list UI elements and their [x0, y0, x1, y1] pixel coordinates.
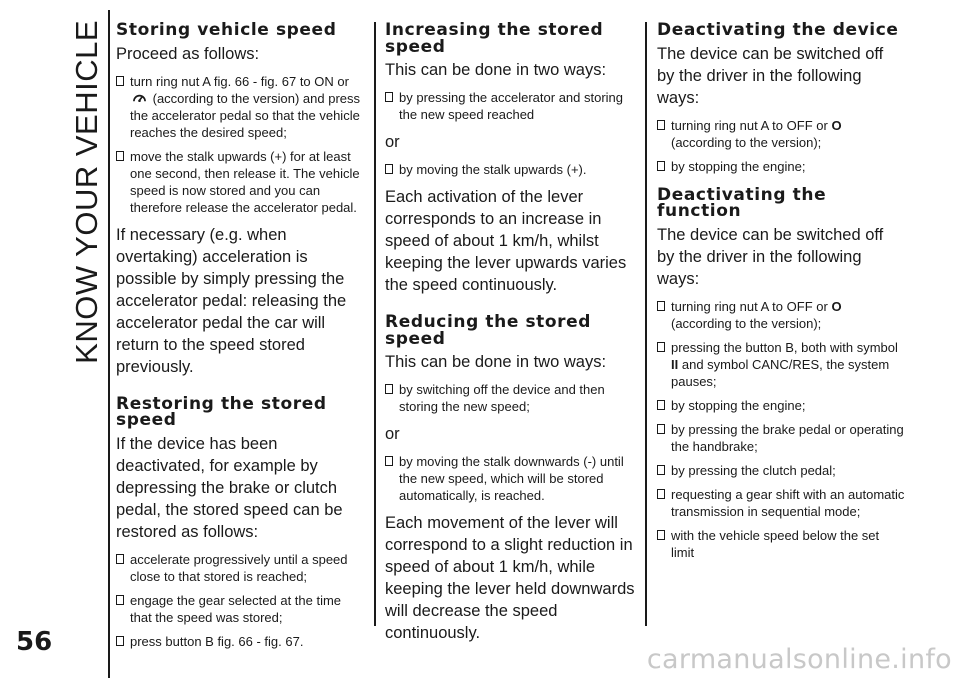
- heading-deactivating-function: Deactivating the function: [657, 184, 827, 221]
- checkbox-bullet-icon: [116, 636, 124, 646]
- column-2: [385, 22, 635, 652]
- list-item: press button B fig. 66 - fig. 67.: [116, 633, 366, 650]
- bullet-list: [657, 117, 905, 175]
- checkbox-bullet-icon: [116, 76, 124, 86]
- paragraph: This can be done in two ways:: [385, 61, 607, 79]
- list-item: by pressing the accelerator and storing the new speed reached: [385, 89, 635, 123]
- checkbox-bullet-icon: [657, 120, 665, 130]
- heading-restoring-stored-speed: Restoring the stored speed: [116, 393, 327, 430]
- list-item: accelerate progressively until a speed close to that stored is reached;: [116, 551, 366, 585]
- list-item: turn ring nut A fig. 66 - fig. 67 to ON or (according to the version) and press the accelerator pedal so that the vehicle reaches the desired speed;: [116, 73, 366, 141]
- paragraph: Each movement of the lever will correspond to a slight reduction in speed of about 1 km/h, while keeping the lever held downwards will decrease the speed continuously.: [385, 514, 635, 642]
- column-1: [116, 22, 366, 658]
- heading-increasing-stored-speed: Increasing the stored speed: [385, 20, 604, 57]
- heading-reducing-stored-speed: Reducing the stored speed: [385, 312, 592, 349]
- list-item: by moving the stalk downwards (-) until the new speed, which will be stored automatically, is reached.: [385, 453, 635, 504]
- paragraph: The device can be switched off by the driver in the following ways:: [657, 44, 884, 107]
- cruise-control-icon: [132, 91, 147, 104]
- checkbox-bullet-icon: [657, 424, 665, 434]
- list-item: turning ring nut A to OFF or O (according to the version);: [657, 298, 905, 332]
- list-item: with the vehicle speed below the set limit: [657, 527, 905, 561]
- list-item: by pressing the clutch pedal;: [657, 462, 905, 479]
- column-divider-2: [645, 22, 647, 626]
- bullet-list: [116, 551, 366, 650]
- paragraph: If necessary (e.g. when overtaking) acceleration is possible by simply pressing the accelerator pedal: releasing the accelerator pedal the car will return to the speed stored previously.: [116, 225, 347, 376]
- checkbox-bullet-icon: [116, 554, 124, 564]
- bullet-list: [385, 89, 635, 123]
- paragraph-or: or: [385, 133, 400, 151]
- section-label: KNOW YOUR VEHICLE: [69, 20, 104, 364]
- list-item: by moving the stalk upwards (+).: [385, 161, 635, 178]
- checkbox-bullet-icon: [116, 151, 124, 161]
- checkbox-bullet-icon: [657, 489, 665, 499]
- checkbox-bullet-icon: [657, 465, 665, 475]
- paragraph: Each activation of the lever corresponds to an increase in speed of about 1 km/h, whilst keeping the lever upwards varies the speed continuously.: [385, 188, 627, 294]
- checkbox-bullet-icon: [657, 530, 665, 540]
- heading-storing-vehicle-speed: Storing vehicle speed: [116, 20, 337, 40]
- paragraph: Proceed as follows:: [116, 44, 260, 63]
- heading-deactivating-device: Deactivating the device: [657, 20, 899, 40]
- bullet-list: [657, 298, 905, 561]
- list-item: move the stalk upwards (+) for at least one second, then release it. The vehicle speed is now stored and you can therefore release the accelerator pedal.: [116, 148, 366, 216]
- list-item: pressing the button B, both with symbol II and symbol CANC/RES, the system pauses;: [657, 339, 905, 390]
- pause-symbol: II: [671, 356, 679, 372]
- checkbox-bullet-icon: [657, 400, 665, 410]
- watermark: carmanualsonline.info: [646, 644, 952, 675]
- column-3: [657, 22, 905, 569]
- list-item: by pressing the brake pedal or operating the handbrake;: [657, 421, 905, 455]
- bullet-list: [116, 73, 366, 216]
- checkbox-bullet-icon: [385, 92, 393, 102]
- bullet-list: [385, 381, 635, 415]
- checkbox-bullet-icon: [385, 384, 393, 394]
- paragraph-or: or: [385, 425, 400, 443]
- checkbox-bullet-icon: [657, 342, 665, 352]
- checkbox-bullet-icon: [116, 595, 124, 605]
- page-number: 56: [16, 627, 53, 657]
- list-item: engage the gear selected at the time that the speed was stored;: [116, 592, 366, 626]
- paragraph: The device can be switched off by the driver in the following ways:: [657, 225, 884, 288]
- side-divider: [108, 10, 110, 678]
- paragraph: If the device has been deactivated, for example by depressing the brake or clutch pedal, the stored speed can be restored as follows:: [116, 434, 343, 541]
- checkbox-bullet-icon: [657, 161, 665, 171]
- checkbox-bullet-icon: [657, 301, 665, 311]
- off-symbol: O: [831, 117, 842, 133]
- section-side-tab: [70, 20, 104, 630]
- off-symbol: O: [831, 298, 842, 314]
- list-item: by stopping the engine;: [657, 158, 905, 175]
- list-item: requesting a gear shift with an automatic transmission in sequential mode;: [657, 486, 905, 520]
- column-divider-1: [374, 22, 376, 626]
- paragraph: This can be done in two ways:: [385, 353, 607, 371]
- bullet-list: [385, 161, 635, 178]
- list-item: by switching off the device and then storing the new speed;: [385, 381, 635, 415]
- checkbox-bullet-icon: [385, 164, 393, 174]
- list-item: by stopping the engine;: [657, 397, 905, 414]
- bullet-list: [385, 453, 635, 504]
- checkbox-bullet-icon: [385, 456, 393, 466]
- list-item: turning ring nut A to OFF or O (according to the version);: [657, 117, 905, 151]
